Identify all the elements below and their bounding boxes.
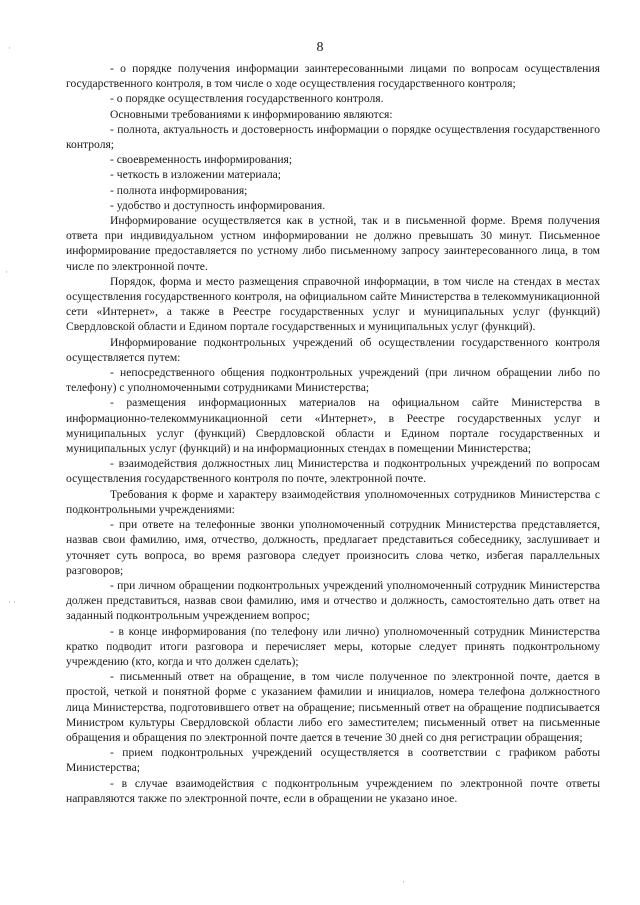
paragraph: - в конце информирования (по телефону или лично) уполномоченный сотрудник Министерства кратко подводит итоги разговора и перечисляет меры, которые следует принять подконтрольному учреждению (кто, когда и что должен сделать); bbox=[66, 624, 600, 668]
document-body bbox=[66, 61, 600, 806]
paragraph: - о порядке получения информации заинтересованными лицами по вопросам осуществления государственного контроля, в том числе о ходе осуществления государственного контроля; bbox=[66, 62, 600, 91]
paragraph: - удобство и доступность информирования. bbox=[110, 198, 326, 212]
paragraph: Информирование осуществляется как в устной, так и в письменной форме. Время получения ответа при индивидуальном устном информировании не должно превышать 30 минут. Письменное информирование предоставляется по устному либо письменному запросу заинтересованного лица, в том числе по электронной почте. bbox=[66, 214, 600, 273]
scan-speck: · bbox=[5, 267, 8, 277]
paragraph: Основными требованиями к информированию являются: bbox=[110, 107, 393, 121]
paragraph: - непосредственного общения подконтрольных учреждений (при личном обращении либо по телефону) с уполномоченными сотрудниками Министерства; bbox=[66, 366, 600, 395]
paragraph: - о порядке осуществления государственного контроля. bbox=[110, 92, 384, 106]
paragraph: - при ответе на телефонные звонки уполномоченный сотрудник Министерства представляется, назвав свои фамилию, имя, отчество, должность, предлагает представиться собеседнику, заслушивает и уточняет суть вопроса, во время разговора следует произносить слова четко, избегая параллельных разговоров; bbox=[66, 518, 600, 577]
page-number: 8 bbox=[316, 40, 324, 55]
paragraph: - размещения информационных материалов на официальном сайте Министерства в информационно-телекоммуникационной сети «Интернет», в Реестре государственных услуг и муниципальных услуг (функций) Свердловской области и Едином портале государственных и муниципальных услуг (функций) и на информационных стендах в помещении Министерства; bbox=[66, 396, 600, 456]
paragraph: - полнота информирования; bbox=[110, 183, 248, 197]
paragraph: Порядок, форма и место размещения справочной информации, в том числе на стендах в местах осуществления государственного контроля, на официальном сайте Министерства в телекоммуникационной сети «Интернет», а также в Реестре государственных услуг и муниципальных услуг (функций) Свердловской области и Едином портале государственных и муниципальных услуг (функций). bbox=[66, 274, 600, 334]
scan-speck: · · bbox=[8, 597, 17, 607]
paragraph: Информирование подконтрольных учреждений об осуществлении государственного контроля осуществляется путем: bbox=[66, 335, 600, 364]
paragraph: - в случае взаимодействия с подконтрольным учреждением по электронной почте ответы направляются также по электронной почте, если в обращении не указано иное. bbox=[66, 776, 600, 805]
paragraph: - взаимодействия должностных лиц Министерства и подконтрольных учреждений по вопросам осуществления государственного контроля по почте, электронной почте. bbox=[66, 457, 600, 486]
paragraph: Требования к форме и характеру взаимодействия уполномоченных сотрудников Министерства с подконтрольными учреждениями: bbox=[66, 487, 600, 516]
paragraph: - письменный ответ на обращение, в том числе полученное по электронной почте, дается в простой, четкой и понятной форме с указанием фамилии и инициалов, номера телефона должностного лица Министерства, подготовившего ответ на обращение; письменный ответ на обращение подписывается Министром культуры Свердловской области либо его заместителем; письменный ответ на письменные обращения и обращения по электронной почте дается в течение 30 дней со дня регистрации обращения; bbox=[66, 670, 600, 744]
paragraph: - при личном обращении подконтрольных учреждений уполномоченный сотрудник Министерства должен представиться, назвав свои фамилию, имя и отчество и должность, самостоятельно дать ответ на заданный подконтрольным учреждением вопрос; bbox=[66, 578, 600, 623]
scan-speck: · bbox=[8, 43, 11, 53]
paragraph: - своевременность информирования; bbox=[110, 153, 293, 167]
paragraph: - прием подконтрольных учреждений осуществляется в соответствии с графиком работы Министерства; bbox=[66, 746, 600, 775]
paragraph: - полнота, актуальность и достоверность информации о порядке осуществления государственного контроля; bbox=[66, 122, 600, 152]
paragraph: - четкость в изложении материала; bbox=[110, 168, 282, 182]
scan-speck: · bbox=[402, 877, 405, 887]
